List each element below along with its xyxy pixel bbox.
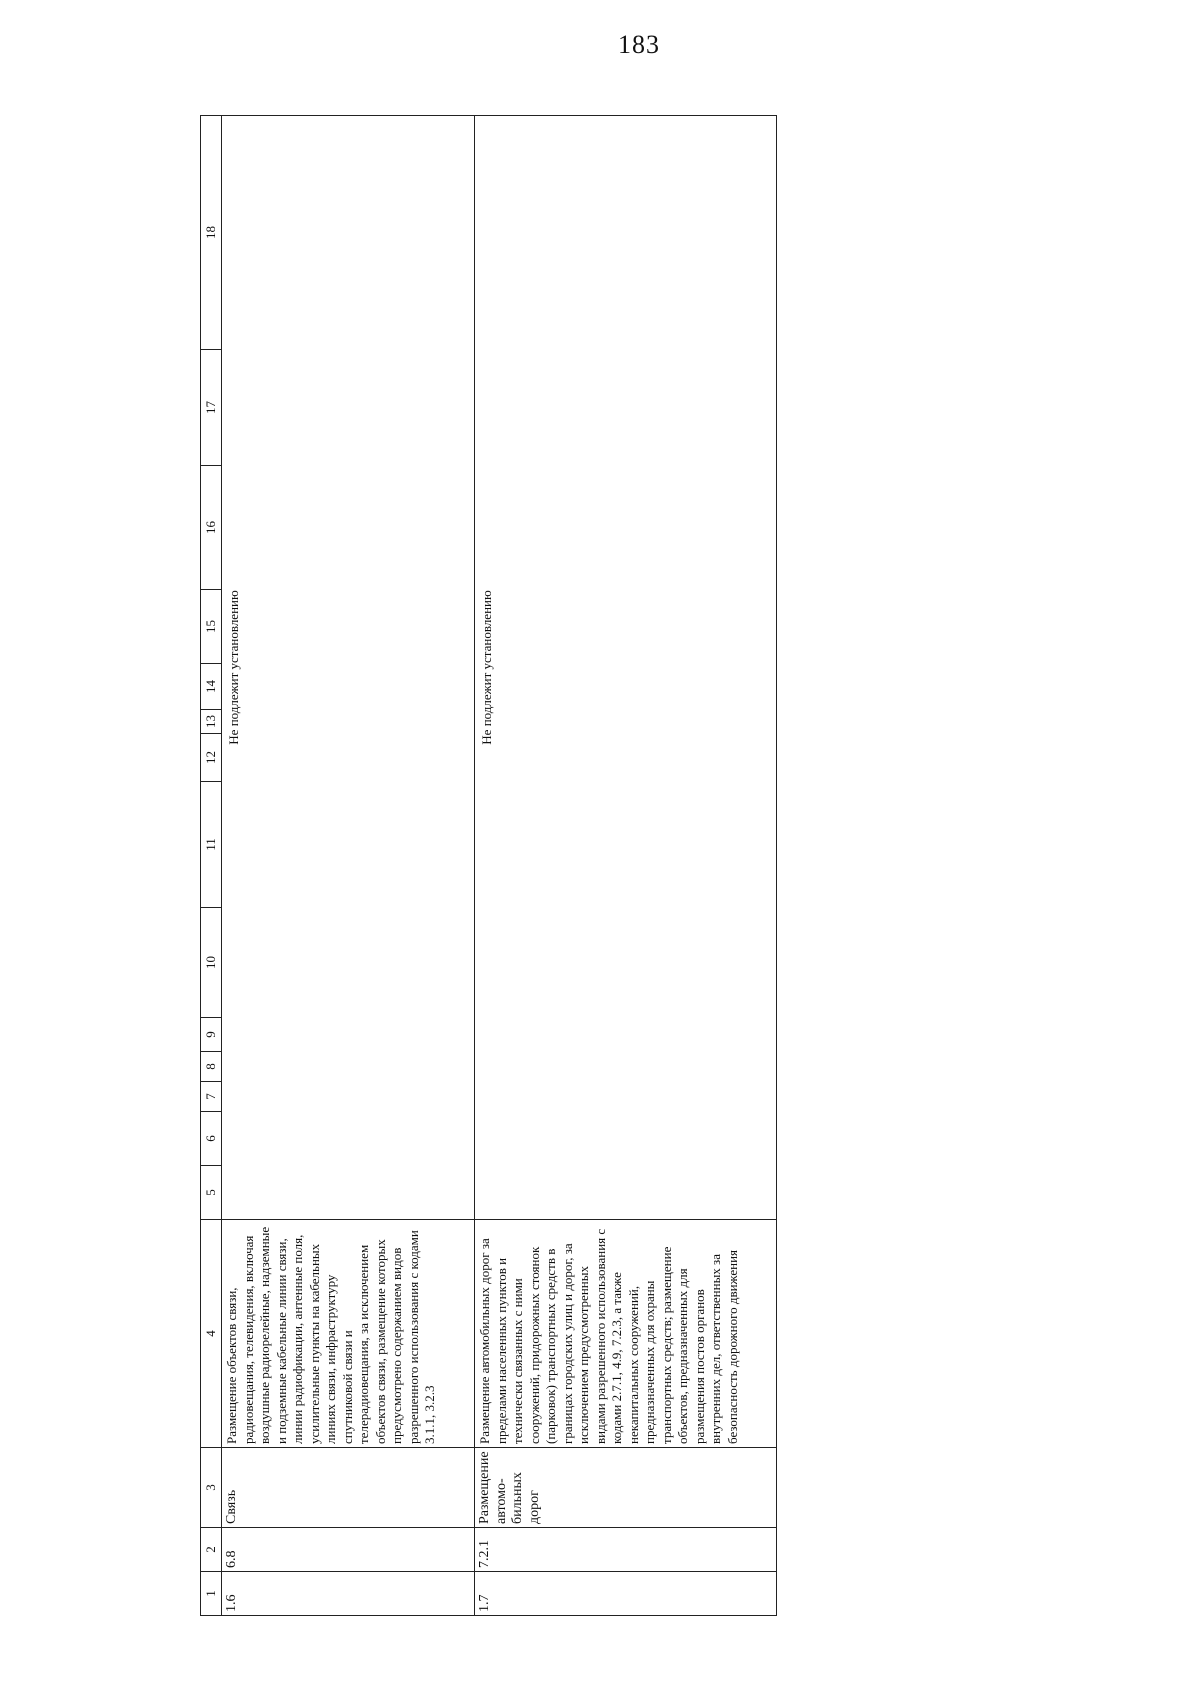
col-header-5: 5 <box>201 1166 222 1220</box>
col-header-3: 3 <box>201 1448 222 1528</box>
header-row <box>201 116 222 1616</box>
col-header-2: 2 <box>201 1528 222 1572</box>
col-header-11: 11 <box>201 782 222 908</box>
col-header-4: 4 <box>201 1220 222 1448</box>
use-code: 6.8 <box>222 1528 475 1572</box>
table-row <box>475 116 777 1616</box>
col-header-1: 1 <box>201 1572 222 1616</box>
use-code: 7.2.1 <box>475 1528 777 1572</box>
regulation-note: Не подлежит установлению <box>222 116 475 1220</box>
regulations-table <box>200 115 777 1616</box>
zoning-table <box>200 116 770 1616</box>
col-header-6: 6 <box>201 1112 222 1166</box>
use-name: Размещение автомо-бильных дорог <box>475 1448 777 1528</box>
col-header-16: 16 <box>201 466 222 590</box>
col-header-17: 17 <box>201 350 222 466</box>
regulation-note: Не подлежит установлению <box>475 116 777 1220</box>
col-header-9: 9 <box>201 1018 222 1052</box>
col-header-15: 15 <box>201 590 222 664</box>
use-description: Размещение автомобильных дорог за пределами населенных пунктов и технически связанных с ними сооружений, придорожных стоянок (парковок) транспортных средств в границах городских улиц и дорог, за исключением предусмотренных видами разрешенного использования с кодами 2.7.1, 4.9, 7.2.3, а также некапитальных сооружений, предназначенных для охраны транспортных средств; размещение объектов, предназначенных для размещения постов органов внутренних дел, ответственных за безопасность дорожного движения <box>475 1220 777 1448</box>
col-header-10: 10 <box>201 908 222 1018</box>
col-header-7: 7 <box>201 1082 222 1112</box>
row-number: 1.6 <box>222 1572 475 1616</box>
table-row <box>222 116 475 1616</box>
col-header-14: 14 <box>201 664 222 710</box>
use-description: Размещение объектов связи, радиовещания, телевидения, включая воздушные радиорелейные, надземные и подземные кабельные линии связи, линии радиофикации, антенные поля, усилительные пункты на кабельных линиях связи, инфраструктуру спутниковой связи и телерадиовещания, за исключением объектов связи, размещение которых предусмотрено содержанием видов разрешенного использования с кодами 3.1.1, 3.2.3 <box>222 1220 475 1448</box>
col-header-8: 8 <box>201 1052 222 1082</box>
col-header-13: 13 <box>201 710 222 734</box>
page-number: 183 <box>618 30 660 59</box>
col-header-12: 12 <box>201 734 222 782</box>
col-header-18: 18 <box>201 116 222 350</box>
row-number: 1.7 <box>475 1572 777 1616</box>
use-name: Связь <box>222 1448 475 1528</box>
